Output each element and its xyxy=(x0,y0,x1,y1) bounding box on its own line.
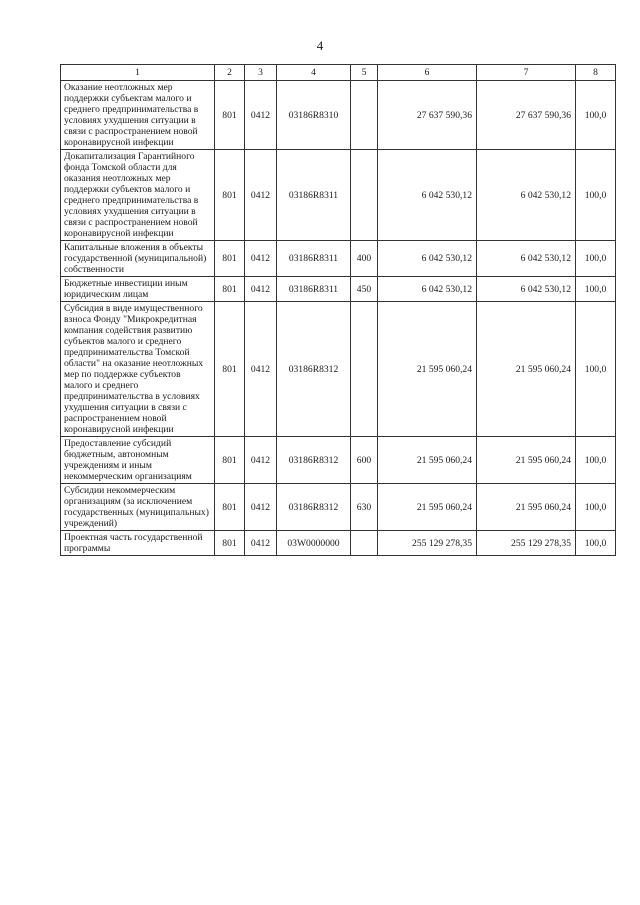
cell-percent: 100,0 xyxy=(576,484,616,531)
cell-actual-amount: 21 595 060,24 xyxy=(477,437,576,484)
table-row xyxy=(61,531,616,556)
row-name: Капитальные вложения в объекты государственной (муниципальной) собственности xyxy=(61,241,215,277)
cell-admin-code: 801 xyxy=(215,150,245,241)
cell-section-code: 0412 xyxy=(245,437,277,484)
column-header: 1 xyxy=(61,65,215,81)
row-name: Субсидия в виде имущественного взноса Фонду "Микрокредитная компания содействия развитию субъектов малого и среднего предпринимательства Томской области" на оказание неотложных мер по поддержке субъектов малого и среднего предпринимательства в условиях ухудшения ситуации в связи с распространением новой коронавирусной инфекции xyxy=(61,302,215,437)
cell-expense-type: 630 xyxy=(351,484,378,531)
cell-admin-code: 801 xyxy=(215,484,245,531)
cell-target-code: 03186R8312 xyxy=(277,484,351,531)
budget-table xyxy=(60,64,616,556)
cell-expense-type xyxy=(351,531,378,556)
cell-actual-amount: 255 129 278,35 xyxy=(477,531,576,556)
cell-section-code: 0412 xyxy=(245,81,277,150)
table-row xyxy=(61,81,616,150)
cell-plan-amount: 6 042 530,12 xyxy=(378,277,477,302)
cell-percent: 100,0 xyxy=(576,437,616,484)
cell-plan-amount: 21 595 060,24 xyxy=(378,302,477,437)
cell-percent: 100,0 xyxy=(576,81,616,150)
cell-target-code: 03186R8311 xyxy=(277,150,351,241)
cell-section-code: 0412 xyxy=(245,241,277,277)
cell-expense-type xyxy=(351,81,378,150)
cell-percent: 100,0 xyxy=(576,241,616,277)
cell-target-code: 03186R8312 xyxy=(277,437,351,484)
cell-section-code: 0412 xyxy=(245,277,277,302)
row-name: Докапитализация Гарантийного фонда Томской области для оказания неотложных мер поддержки субъектов малого и среднего предпринимательства в условиях ухудшения ситуации в связи с распространением новой коронавирусной инфекции xyxy=(61,150,215,241)
cell-expense-type: 450 xyxy=(351,277,378,302)
cell-expense-type: 600 xyxy=(351,437,378,484)
row-name: Проектная часть государственной программы xyxy=(61,531,215,556)
column-header: 3 xyxy=(245,65,277,81)
cell-target-code: 03186R8311 xyxy=(277,241,351,277)
cell-section-code: 0412 xyxy=(245,531,277,556)
cell-percent: 100,0 xyxy=(576,531,616,556)
cell-actual-amount: 6 042 530,12 xyxy=(477,277,576,302)
table-row xyxy=(61,484,616,531)
table-row xyxy=(61,302,616,437)
cell-admin-code: 801 xyxy=(215,241,245,277)
cell-expense-type xyxy=(351,150,378,241)
cell-expense-type: 400 xyxy=(351,241,378,277)
cell-expense-type xyxy=(351,302,378,437)
cell-section-code: 0412 xyxy=(245,302,277,437)
row-name: Предоставление субсидий бюджетным, автономным учреждениям и иным некоммерческим организациям xyxy=(61,437,215,484)
cell-admin-code: 801 xyxy=(215,277,245,302)
cell-actual-amount: 6 042 530,12 xyxy=(477,150,576,241)
cell-plan-amount: 6 042 530,12 xyxy=(378,241,477,277)
cell-actual-amount: 21 595 060,24 xyxy=(477,484,576,531)
cell-target-code: 03186R8312 xyxy=(277,302,351,437)
row-name: Оказание неотложных мер поддержки субъектам малого и среднего предпринимательства в условиях ухудшения ситуации в связи с распространением новой коронавирусной инфекции xyxy=(61,81,215,150)
table-row xyxy=(61,241,616,277)
cell-plan-amount: 21 595 060,24 xyxy=(378,437,477,484)
cell-admin-code: 801 xyxy=(215,437,245,484)
cell-actual-amount: 6 042 530,12 xyxy=(477,241,576,277)
column-header: 4 xyxy=(277,65,351,81)
column-header: 6 xyxy=(378,65,477,81)
column-header: 2 xyxy=(215,65,245,81)
column-header: 5 xyxy=(351,65,378,81)
cell-section-code: 0412 xyxy=(245,150,277,241)
page-number: 4 xyxy=(316,38,324,53)
cell-admin-code: 801 xyxy=(215,302,245,437)
cell-plan-amount: 6 042 530,12 xyxy=(378,150,477,241)
cell-plan-amount: 21 595 060,24 xyxy=(378,484,477,531)
cell-admin-code: 801 xyxy=(215,531,245,556)
cell-admin-code: 801 xyxy=(215,81,245,150)
cell-percent: 100,0 xyxy=(576,302,616,437)
cell-actual-amount: 21 595 060,24 xyxy=(477,302,576,437)
cell-section-code: 0412 xyxy=(245,484,277,531)
column-header: 8 xyxy=(576,65,616,81)
header-row xyxy=(61,65,616,81)
cell-actual-amount: 27 637 590,36 xyxy=(477,81,576,150)
cell-target-code: 03W0000000 xyxy=(277,531,351,556)
cell-plan-amount: 27 637 590,36 xyxy=(378,81,477,150)
column-header: 7 xyxy=(477,65,576,81)
table-row xyxy=(61,150,616,241)
cell-target-code: 03186R8310 xyxy=(277,81,351,150)
row-name: Бюджетные инвестиции иным юридическим лицам xyxy=(61,277,215,302)
cell-target-code: 03186R8311 xyxy=(277,277,351,302)
cell-plan-amount: 255 129 278,35 xyxy=(378,531,477,556)
row-name: Субсидии некоммерческим организациям (за исключением государственных (муниципальных) учреждений) xyxy=(61,484,215,531)
cell-percent: 100,0 xyxy=(576,150,616,241)
table-row xyxy=(61,437,616,484)
cell-percent: 100,0 xyxy=(576,277,616,302)
table-row xyxy=(61,277,616,302)
